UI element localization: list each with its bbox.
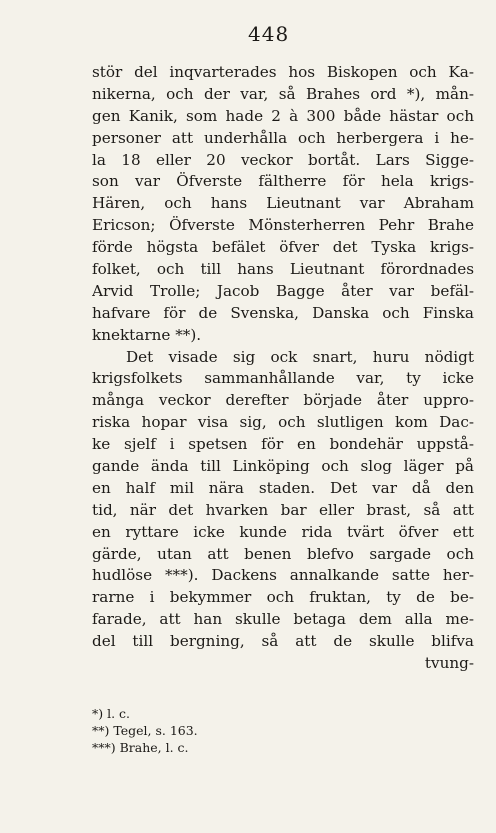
text-line: ke sjelf i spetsen för en bondehär uppstå- xyxy=(92,435,474,454)
text-line: farade, att han skulle betaga dem alla me- xyxy=(92,610,474,629)
text-line: en half mil nära staden. Det var då den xyxy=(92,478,474,497)
text-line: riska hopar visa sig, och slutligen kom Dac- xyxy=(92,413,474,432)
text-line: son var Öfverste fältherre för hela krigs- xyxy=(92,172,474,191)
text-line: hudlöse ***). Dackens annalkande satte her- xyxy=(92,566,474,585)
text-line: del till bergning, så att de skulle blifva xyxy=(92,632,474,651)
paragraph-start-line: Det visade sig ock snart, huru nödigt xyxy=(126,347,474,366)
text-line: folket, och till hans Lieutnant förordnades xyxy=(92,260,474,279)
text-line: tid, när det hvarken bar eller brast, så att xyxy=(92,500,474,519)
text-line: stör del inqvarterades hos Biskopen och Ka- xyxy=(92,63,474,81)
footnote: *) l. c. xyxy=(92,706,131,721)
footnotes xyxy=(92,705,392,756)
text-line: rarne i bekymmer och fruktan, ty de be- xyxy=(92,588,474,607)
footnote: ***) Brahe, l. c. xyxy=(92,740,189,755)
catchword: tvung- xyxy=(424,654,474,673)
page-number: 448 xyxy=(248,22,290,46)
text-line: hafvare för de Svenska, Danska och Finska xyxy=(92,303,474,322)
text-line: gen Kanik, som hade 2 à 300 både hästar och xyxy=(92,106,474,125)
text-line: en ryttare icke kunde rida tvärt öfver ett xyxy=(92,522,474,541)
text-line: många veckor derefter började åter uppro- xyxy=(92,391,474,410)
paragraph-end-line: knektarne **). xyxy=(92,325,202,344)
footnote: **) Tegel, s. 163. xyxy=(92,723,198,738)
text-line: Ericson; Öfverste Mönsterherren Pehr Brahe xyxy=(92,216,474,235)
text-line: förde högsta befälet öfver det Tyska krigs- xyxy=(92,238,474,257)
text-line: krigsfolkets sammanhållande var, ty icke xyxy=(92,369,474,388)
text-line: nikerna, och der var, så Brahes ord *), mån- xyxy=(92,84,474,103)
text-line: Hären, och hans Lieutnant var Abraham xyxy=(92,194,474,213)
text-line: gande ända till Linköping och slog läger på xyxy=(92,457,474,476)
body-text xyxy=(92,62,474,675)
text-line: Arvid Trolle; Jacob Bagge åter var befäl- xyxy=(92,281,474,300)
text-line: gärde, utan att benen blefvo sargade och xyxy=(92,544,474,563)
text-line: personer att underhålla och herbergera i he- xyxy=(92,128,474,147)
text-line: la 18 eller 20 veckor bortåt. Lars Sigge- xyxy=(92,150,474,169)
